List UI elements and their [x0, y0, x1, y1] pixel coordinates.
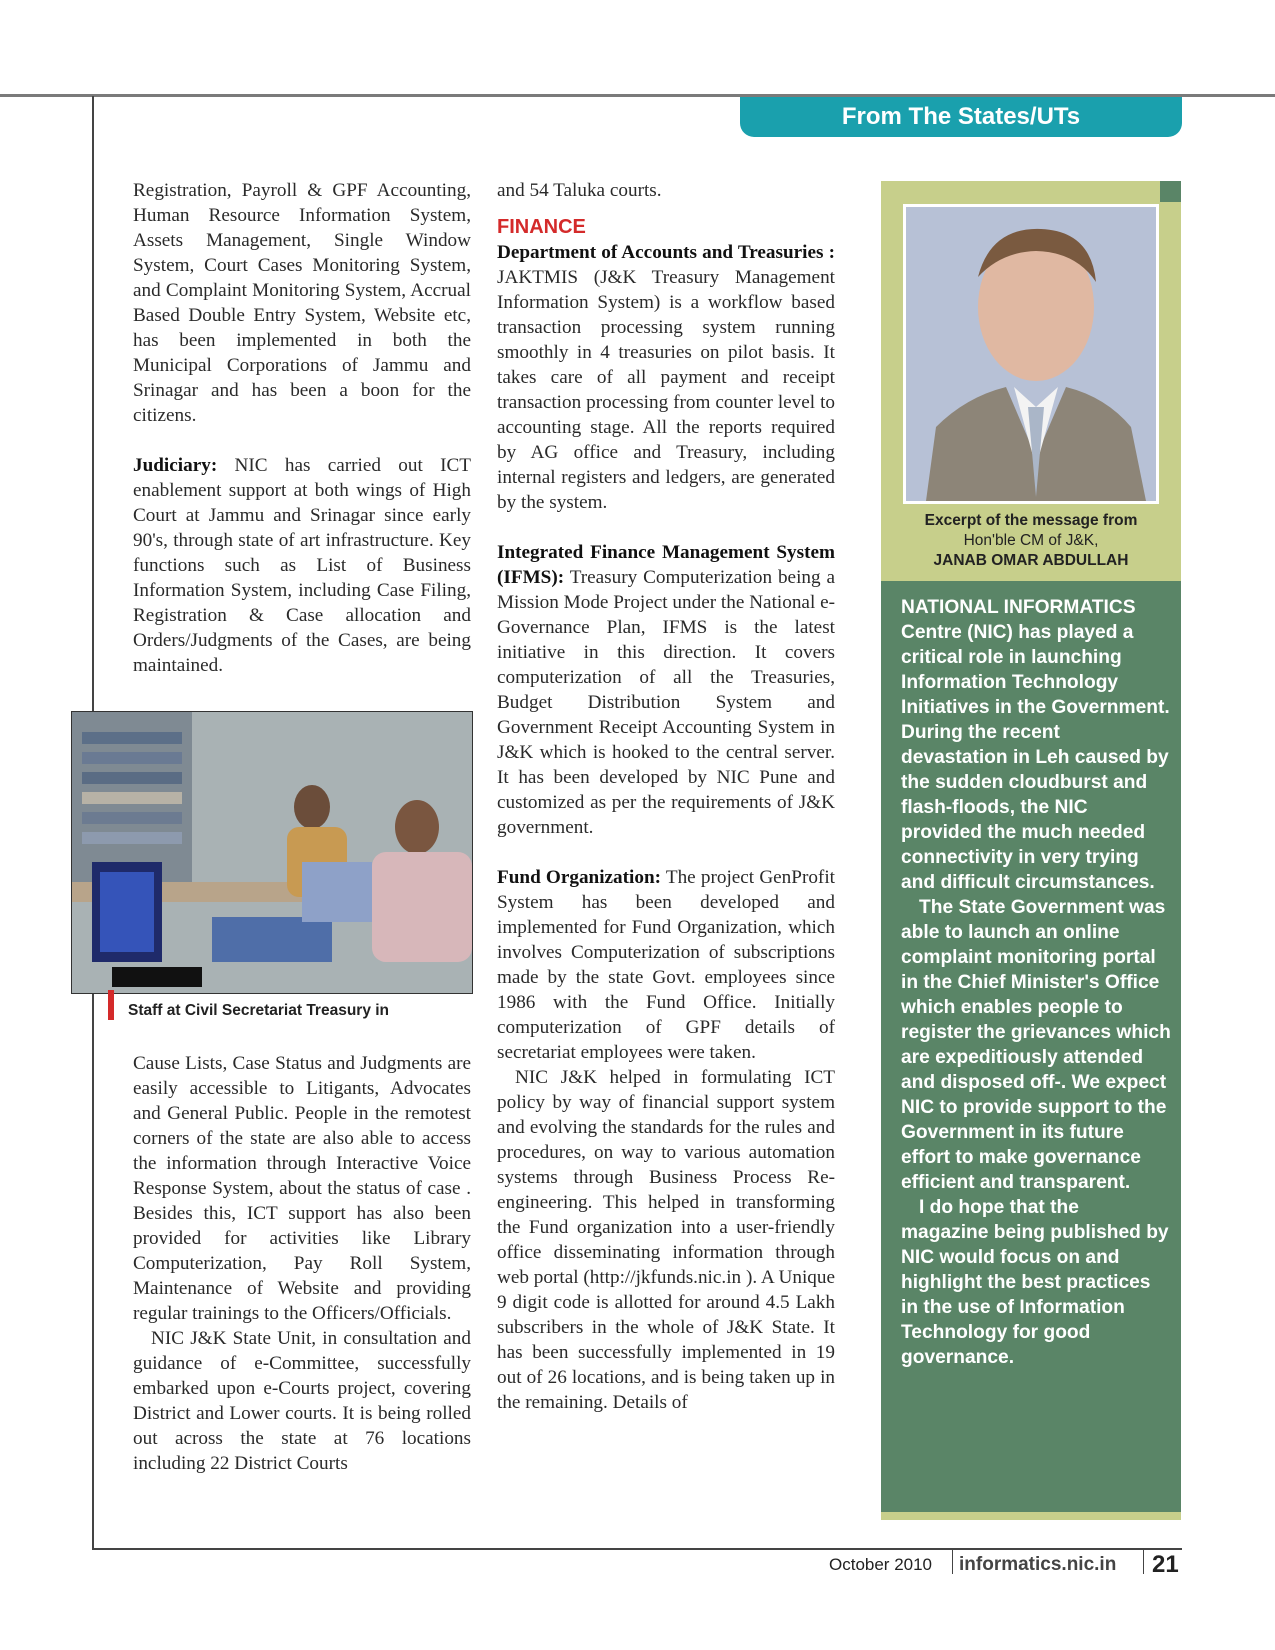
page-number: 21 — [1152, 1551, 1179, 1578]
judiciary-text: NIC has carried out ICT enablement support at both wings of High Court at Jammu and Srinagar since early 90's, through state of art infrastructure. Key functions such as List of Business Information System, including Case Filing, Registration & Case allocation and Orders/Judgments of the Cases, are being maintained. — [133, 455, 471, 676]
portrait-illustration — [906, 207, 1156, 501]
sidebar-footer-band — [881, 1512, 1181, 1520]
cm-message-sidebar — [881, 181, 1181, 1520]
accounts-treasuries-lead: Department of Accounts and Treasuries : — [497, 242, 835, 263]
ict-policy-paragraph: NIC J&K helped in formulating ICT policy by way of financial support system and evolving the standards for the rules and procedures, on way to various automation systems through Business Process Re-engineering. This helped in transforming the Fund organization into a user-friendly office disseminating information through web portal (http://jkfunds.nic.in ). A Unique 9 digit code is allotted for around 4.5 Lakh subscribers in the whole of J&K State. It has been successfully implemented in 19 out of 26 locations, and is being taken up in the remaining. Details of — [497, 1067, 835, 1413]
caption-marker — [108, 990, 114, 1020]
footer-site: informatics.nic.in — [959, 1554, 1117, 1575]
column-left-upper — [133, 178, 471, 678]
treasury-staff-photo — [71, 711, 473, 994]
bottom-rule — [92, 1548, 1182, 1550]
accounts-treasuries-paragraph — [497, 240, 835, 515]
column-left-lower — [133, 1051, 471, 1476]
quote-paragraph-2: The State Government was able to launch an online complaint monitoring portal in the Chief Minister's Office which enables people to register the grievances which are expeditiously attended and disposed off-. We expect NIC to provide support to the Government in its future effort to make governance efficient and transparent. — [901, 897, 1171, 1193]
footer-divider — [952, 1550, 953, 1574]
judiciary-lead: Judiciary: — [133, 455, 218, 476]
excerpt-caption — [881, 511, 1181, 571]
excerpt-line-3: JANAB OMAR ABDULLAH — [933, 552, 1129, 569]
footer-divider — [1143, 1550, 1144, 1574]
excerpt-line-2: Hon'ble CM of J&K, — [963, 532, 1099, 549]
excerpt-line-1: Excerpt of the message from — [924, 512, 1138, 529]
quote-paragraph-3: I do hope that the magazine being published by NIC would focus on and highlight the best practices in the use of Information Technology for good governance. — [901, 1197, 1169, 1368]
fund-organization-text: The project GenProfit System has been developed and implemented for Fund Organization, which involves Computerization of subscriptions made by the state Govt. employees since 1986 with the Fund Office. Initially computerization of GPF details of secretariat employees were taken. — [497, 867, 835, 1063]
continued-text: and 54 Taluka courts. — [497, 180, 662, 201]
cm-quote — [901, 595, 1171, 1370]
ecourts-paragraph: NIC J&K State Unit, in consultation and guidance of e-Committee, successfully embarked upon e-Courts project, covering District and Lower courts. It is being rolled out across the state at 76 locations including 22 District Courts — [133, 1328, 471, 1474]
ifms-paragraph — [497, 540, 835, 840]
fund-organization-paragraph — [497, 865, 835, 1065]
ifms-text: Treasury Computerization being a Mission Mode Project under the National e-Governance Plan, IFMS is the latest initiative in this direction. It covers computerization of all the Treasuries, Budget Distribution System and Government Receipt Accounting System in J&K which is hooked to the central server. It has been developed by NIC Pune and customized as per the requirements of J&K government. — [497, 567, 835, 838]
ifms-lead: Integrated Finance Management System (IFMS): — [497, 542, 835, 588]
intro-paragraph: Registration, Payroll & GPF Accounting, Human Resource Information System, Assets Management, Single Window System, Court Cases Monitoring System, and Complaint Monitoring System, Accrual Based Double Entry System, Website etc, has been implemented in both the Municipal Corporations of Jammu and Srinagar and has been a boon for the citizens. — [133, 180, 471, 426]
cm-portrait — [903, 204, 1159, 504]
section-tab: From The States/UTs — [740, 97, 1182, 137]
photo-caption — [108, 990, 468, 1020]
judiciary-paragraph — [133, 453, 471, 678]
treasury-staff-illustration — [72, 712, 472, 993]
cause-lists-paragraph: Cause Lists, Case Status and Judgments are easily accessible to Litigants, Advocates and General Public. People in the remotest corners of the state are also able to access the information through Interactive Voice Response System, about the status of case . Besides this, ICT support has also been provided for activities like Library Computerization, Pay Roll System, Maintenance of Website and providing regular trainings to the Officers/Officials. — [133, 1053, 471, 1324]
column-middle — [497, 178, 835, 1415]
footer-date: October 2010 — [829, 1555, 933, 1574]
photo-caption-text: Staff at Civil Secretariat Treasury in — [128, 1002, 390, 1019]
quote-paragraph-1: NATIONAL INFORMATICS Centre (NIC) has played a critical role in launching Information Technology Initiatives in the Government. During the recent devastation in Leh caused by the sudden cloudburst and flash-floods, the NIC provided the much needed connectivity in very trying and difficult circumstances. — [901, 597, 1170, 893]
fund-organization-lead: Fund Organization: — [497, 867, 662, 888]
accounts-treasuries-text: JAKTMIS (J&K Treasury Management Information System) is a workflow based transaction processing system running smoothly in 4 treasuries on pilot basis. It takes care of all payment and receipt transaction processing from counter level to accounting stage. All the reports required by AG office and Treasury, including internal registers and ledgers, are generated by the system. — [497, 267, 835, 513]
finance-heading: FINANCE — [497, 216, 586, 238]
sidebar-corner-accent — [1160, 181, 1181, 202]
